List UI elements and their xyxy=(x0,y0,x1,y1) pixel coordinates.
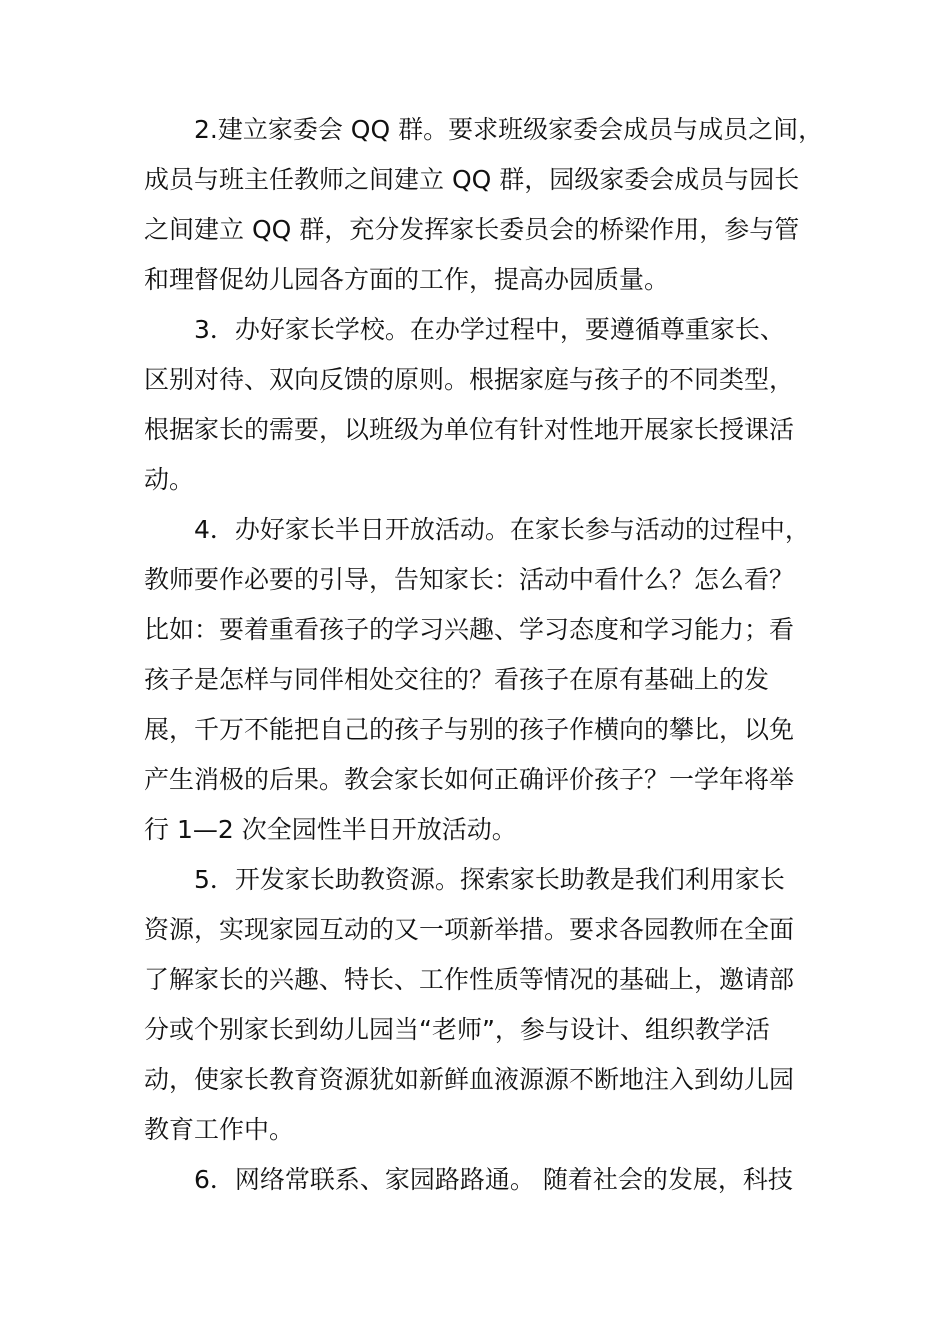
text-line: 展，千万不能把自己的孩子与别的孩子作横向的攀比，以免 xyxy=(144,715,795,744)
text-line: 分或个别家长到幼儿园当“老师”，参与设计、组织教学活 xyxy=(144,1015,770,1044)
text-line: 动。 xyxy=(144,465,195,494)
text-line: 5．开发家长助教资源。探索家长助教是我们利用家长 xyxy=(194,865,785,894)
text-line: 和理督促幼儿园各方面的工作，提高办园质量。 xyxy=(144,265,670,294)
text-line: 教育工作中。 xyxy=(144,1115,295,1144)
text-line: 6．网络常联系、家园路路通。 随着社会的发展，科技 xyxy=(194,1165,793,1194)
text-line: 3．办好家长学校。在办学过程中，要遵循尊重家长、 xyxy=(194,315,785,344)
text-line: 之间建立 QQ 群，充分发挥家长委员会的桥梁作用，参与管 xyxy=(144,215,800,244)
text-line: 产生消极的后果。教会家长如何正确评价孩子？一学年将举 xyxy=(144,765,795,794)
text-line: 根据家长的需要，以班级为单位有针对性地开展家长授课活 xyxy=(144,415,795,444)
text-line: 2.建立家委会 QQ 群。要求班级家委会成员与成员之间， xyxy=(194,115,824,144)
text-line: 教师要作必要的引导，告知家长：活动中看什么？怎么看？ xyxy=(144,565,795,594)
text-line: 行 1—2 次全园性半日开放活动。 xyxy=(144,815,517,844)
text-line: 资源，实现家园互动的又一项新举措。要求各园教师在全面 xyxy=(144,915,795,944)
text-line: 孩子是怎样与同伴相处交往的？看孩子在原有基础上的发 xyxy=(144,665,770,694)
text-line: 4．办好家长半日开放活动。在家长参与活动的过程中， xyxy=(194,515,810,544)
text-line: 了解家长的兴趣、特长、工作性质等情况的基础上，邀请部 xyxy=(144,965,795,994)
text-line: 成员与班主任教师之间建立 QQ 群，园级家委会成员与园长 xyxy=(144,165,800,194)
text-line: 区别对待、双向反馈的原则。根据家庭与孩子的不同类型， xyxy=(144,365,795,394)
text-line: 比如：要着重看孩子的学习兴趣、学习态度和学习能力；看 xyxy=(144,615,795,644)
text-line: 动，使家长教育资源犹如新鲜血液源源不断地注入到幼儿园 xyxy=(144,1065,795,1094)
